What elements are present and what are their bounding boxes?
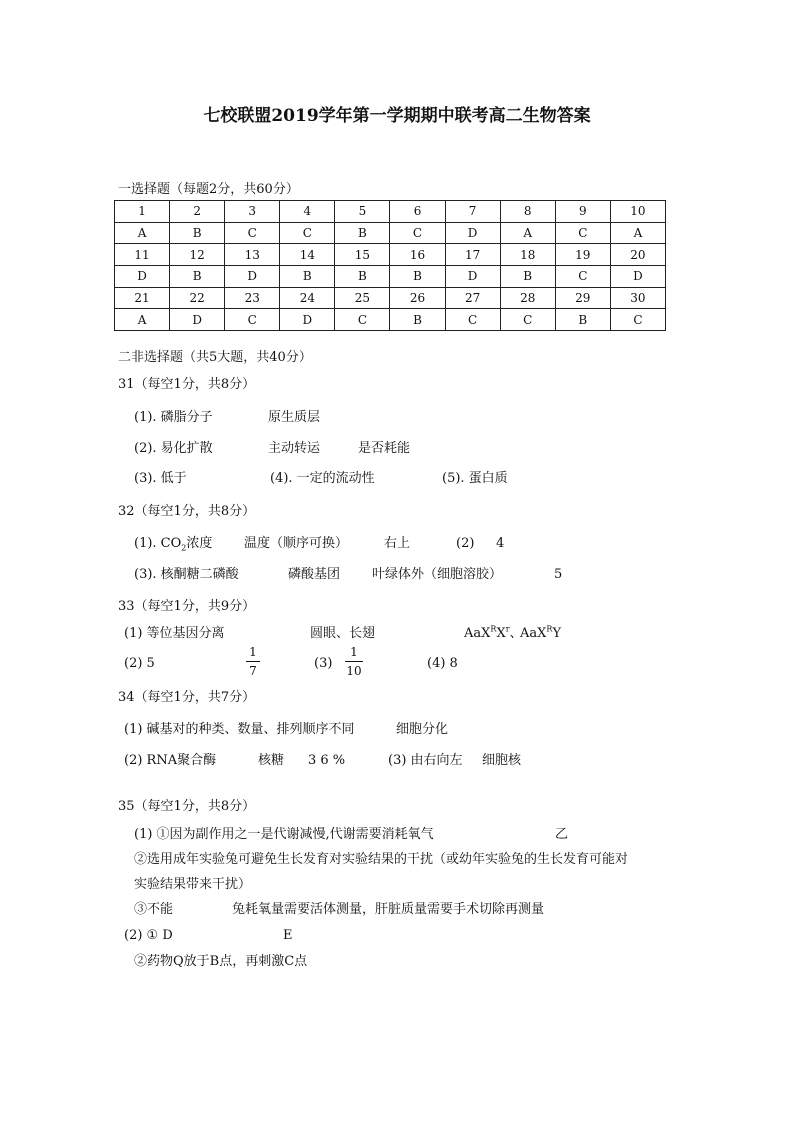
q35-answer: ③不能	[134, 902, 174, 917]
table-cell: 24	[280, 287, 335, 309]
table-row	[115, 201, 666, 223]
q33-genotype: AaX$^R$Y	[520, 624, 562, 641]
q33-answer: (3)	[314, 656, 333, 671]
table-cell: D	[445, 266, 500, 288]
q31-answer: (2). 易化扩散	[134, 441, 213, 456]
q32-answer: 温度（顺序可换）	[244, 536, 349, 551]
q34-answer: 核糖	[258, 753, 285, 768]
q31-answer: (3). 低于	[134, 471, 187, 486]
table-cell: 29	[555, 287, 610, 309]
table-cell: A	[115, 222, 170, 244]
q31-heading: 31（每空1分，共8分）	[118, 377, 256, 392]
q32-answer: 叶绿体外（细胞溶胶）	[372, 567, 503, 582]
q33-answer: (1) 等位基因分离	[124, 626, 225, 641]
table-cell: B	[555, 309, 610, 331]
fraction-1-7: 1 7	[246, 646, 260, 677]
q35-answer: ②选用成年实验兔可避免生长发育对实验结果的干扰（或幼年实验兔的生长发育可能对	[134, 852, 629, 867]
table-cell: 14	[280, 244, 335, 266]
table-cell: B	[390, 266, 445, 288]
q35-answer: E	[283, 928, 293, 943]
table-cell: C	[335, 309, 390, 331]
q33-answer: (4) 8	[427, 656, 458, 671]
q31-answer: (1). 磷脂分子	[134, 410, 213, 425]
q32-answer: (2)	[456, 536, 475, 551]
table-cell: 12	[170, 244, 225, 266]
q32-answer: 右上	[384, 536, 411, 551]
table-row	[115, 244, 666, 266]
table-cell: 8	[500, 201, 555, 223]
q34-answer: (3) 由右向左	[388, 753, 463, 768]
q31-answer: (5). 蛋白质	[442, 471, 508, 486]
table-cell: D	[445, 222, 500, 244]
table-cell: 23	[225, 287, 280, 309]
table-cell: 16	[390, 244, 445, 266]
table-cell: C	[225, 222, 280, 244]
table-cell: 13	[225, 244, 280, 266]
table-cell: 4	[280, 201, 335, 223]
table-cell: C	[610, 309, 665, 331]
table-cell: 7	[445, 201, 500, 223]
q34-answer: 细胞分化	[396, 722, 449, 737]
table-cell: B	[500, 266, 555, 288]
table-cell: D	[225, 266, 280, 288]
table-cell: B	[335, 222, 390, 244]
table-cell: 3	[225, 201, 280, 223]
section1-heading: 一选择题（每题2分，共60分）	[118, 182, 299, 197]
table-cell: A	[610, 222, 665, 244]
q35-answer: (2) ① D	[124, 928, 173, 943]
q31-answer: 主动转运	[268, 441, 321, 456]
table-cell: B	[280, 266, 335, 288]
table-cell: D	[115, 266, 170, 288]
table-cell: 17	[445, 244, 500, 266]
q33-answer: 圆眼、长翅	[310, 626, 376, 641]
table-cell: B	[390, 309, 445, 331]
q32-answer: (1). $CO_2$浓度	[134, 536, 213, 553]
table-cell: C	[555, 266, 610, 288]
q32-heading: 32（每空1分，共8分）	[118, 504, 256, 519]
q34-answer: (1) 碱基对的种类、数量、排列顺序不同	[124, 722, 355, 737]
table-cell: 25	[335, 287, 390, 309]
q33-heading: 33（每空1分，共9分）	[118, 599, 256, 614]
table-cell: C	[500, 309, 555, 331]
table-cell: D	[280, 309, 335, 331]
table-row	[115, 287, 666, 309]
q34-answer: (2) RNA聚合酶	[124, 753, 217, 768]
table-row	[115, 309, 666, 331]
table-cell: 18	[500, 244, 555, 266]
q32-answer: 磷酸基团	[288, 567, 341, 582]
q32-answer: 4	[496, 536, 505, 551]
table-cell: C	[225, 309, 280, 331]
table-cell: 27	[445, 287, 500, 309]
q33-answer: (2) 5	[124, 656, 155, 671]
table-cell: 19	[555, 244, 610, 266]
table-cell: D	[170, 309, 225, 331]
table-cell: B	[170, 222, 225, 244]
q35-answer: (1) ①因为副作用之一是代谢减慢,代谢需要消耗氧气	[134, 827, 434, 842]
q35-answer: 实验结果带来干扰）	[134, 877, 252, 892]
q34-answer: 细胞核	[482, 753, 522, 768]
table-cell: C	[280, 222, 335, 244]
q33-genotype: $AaX^RX^r$、	[464, 624, 523, 641]
q31-answer: 原生质层	[268, 410, 321, 425]
table-cell: 1	[115, 201, 170, 223]
table-cell: 9	[555, 201, 610, 223]
table-cell: 20	[610, 244, 665, 266]
fraction-1-10: 1 10	[346, 645, 362, 678]
table-cell: A	[115, 309, 170, 331]
q34-answer: 3 6 %	[308, 753, 346, 768]
table-cell: B	[335, 266, 390, 288]
table-cell: C	[390, 222, 445, 244]
table-cell: 11	[115, 244, 170, 266]
table-cell: 30	[610, 287, 665, 309]
table-cell: D	[610, 266, 665, 288]
q32-answer: (3). 核酮糖二磷酸	[134, 567, 239, 582]
table-cell: 22	[170, 287, 225, 309]
table-cell: 28	[500, 287, 555, 309]
table-cell: 21	[115, 287, 170, 309]
table-cell: B	[170, 266, 225, 288]
table-row	[115, 266, 666, 288]
q35-answer: ②药物Q放于B点，再刺激C点	[134, 954, 308, 969]
q32-answer: 5	[554, 567, 563, 582]
q35-heading: 35（每空1分，共8分）	[118, 799, 256, 814]
q31-answer: 是否耗能	[358, 441, 411, 456]
q31-answer: (4). 一定的流动性	[270, 471, 375, 486]
table-cell: 15	[335, 244, 390, 266]
table-cell: 10	[610, 201, 665, 223]
table-cell: 26	[390, 287, 445, 309]
section2-heading: 二非选择题（共5大题，共40分）	[118, 350, 312, 365]
table-cell: 2	[170, 201, 225, 223]
q35-answer: 乙	[555, 827, 569, 842]
table-cell: C	[445, 309, 500, 331]
table-cell: 5	[335, 201, 390, 223]
page-title: 七校联盟2019学年第一学期期中联考高二生物答案	[203, 106, 591, 126]
table-row	[115, 222, 666, 244]
q35-answer: 兔耗氧量需要活体测量，肝脏质量需要手术切除再测量	[232, 902, 545, 917]
answer-table	[114, 200, 666, 331]
table-cell: 6	[390, 201, 445, 223]
table-cell: C	[555, 222, 610, 244]
table-cell: A	[500, 222, 555, 244]
q34-heading: 34（每空1分，共7分）	[118, 690, 256, 705]
